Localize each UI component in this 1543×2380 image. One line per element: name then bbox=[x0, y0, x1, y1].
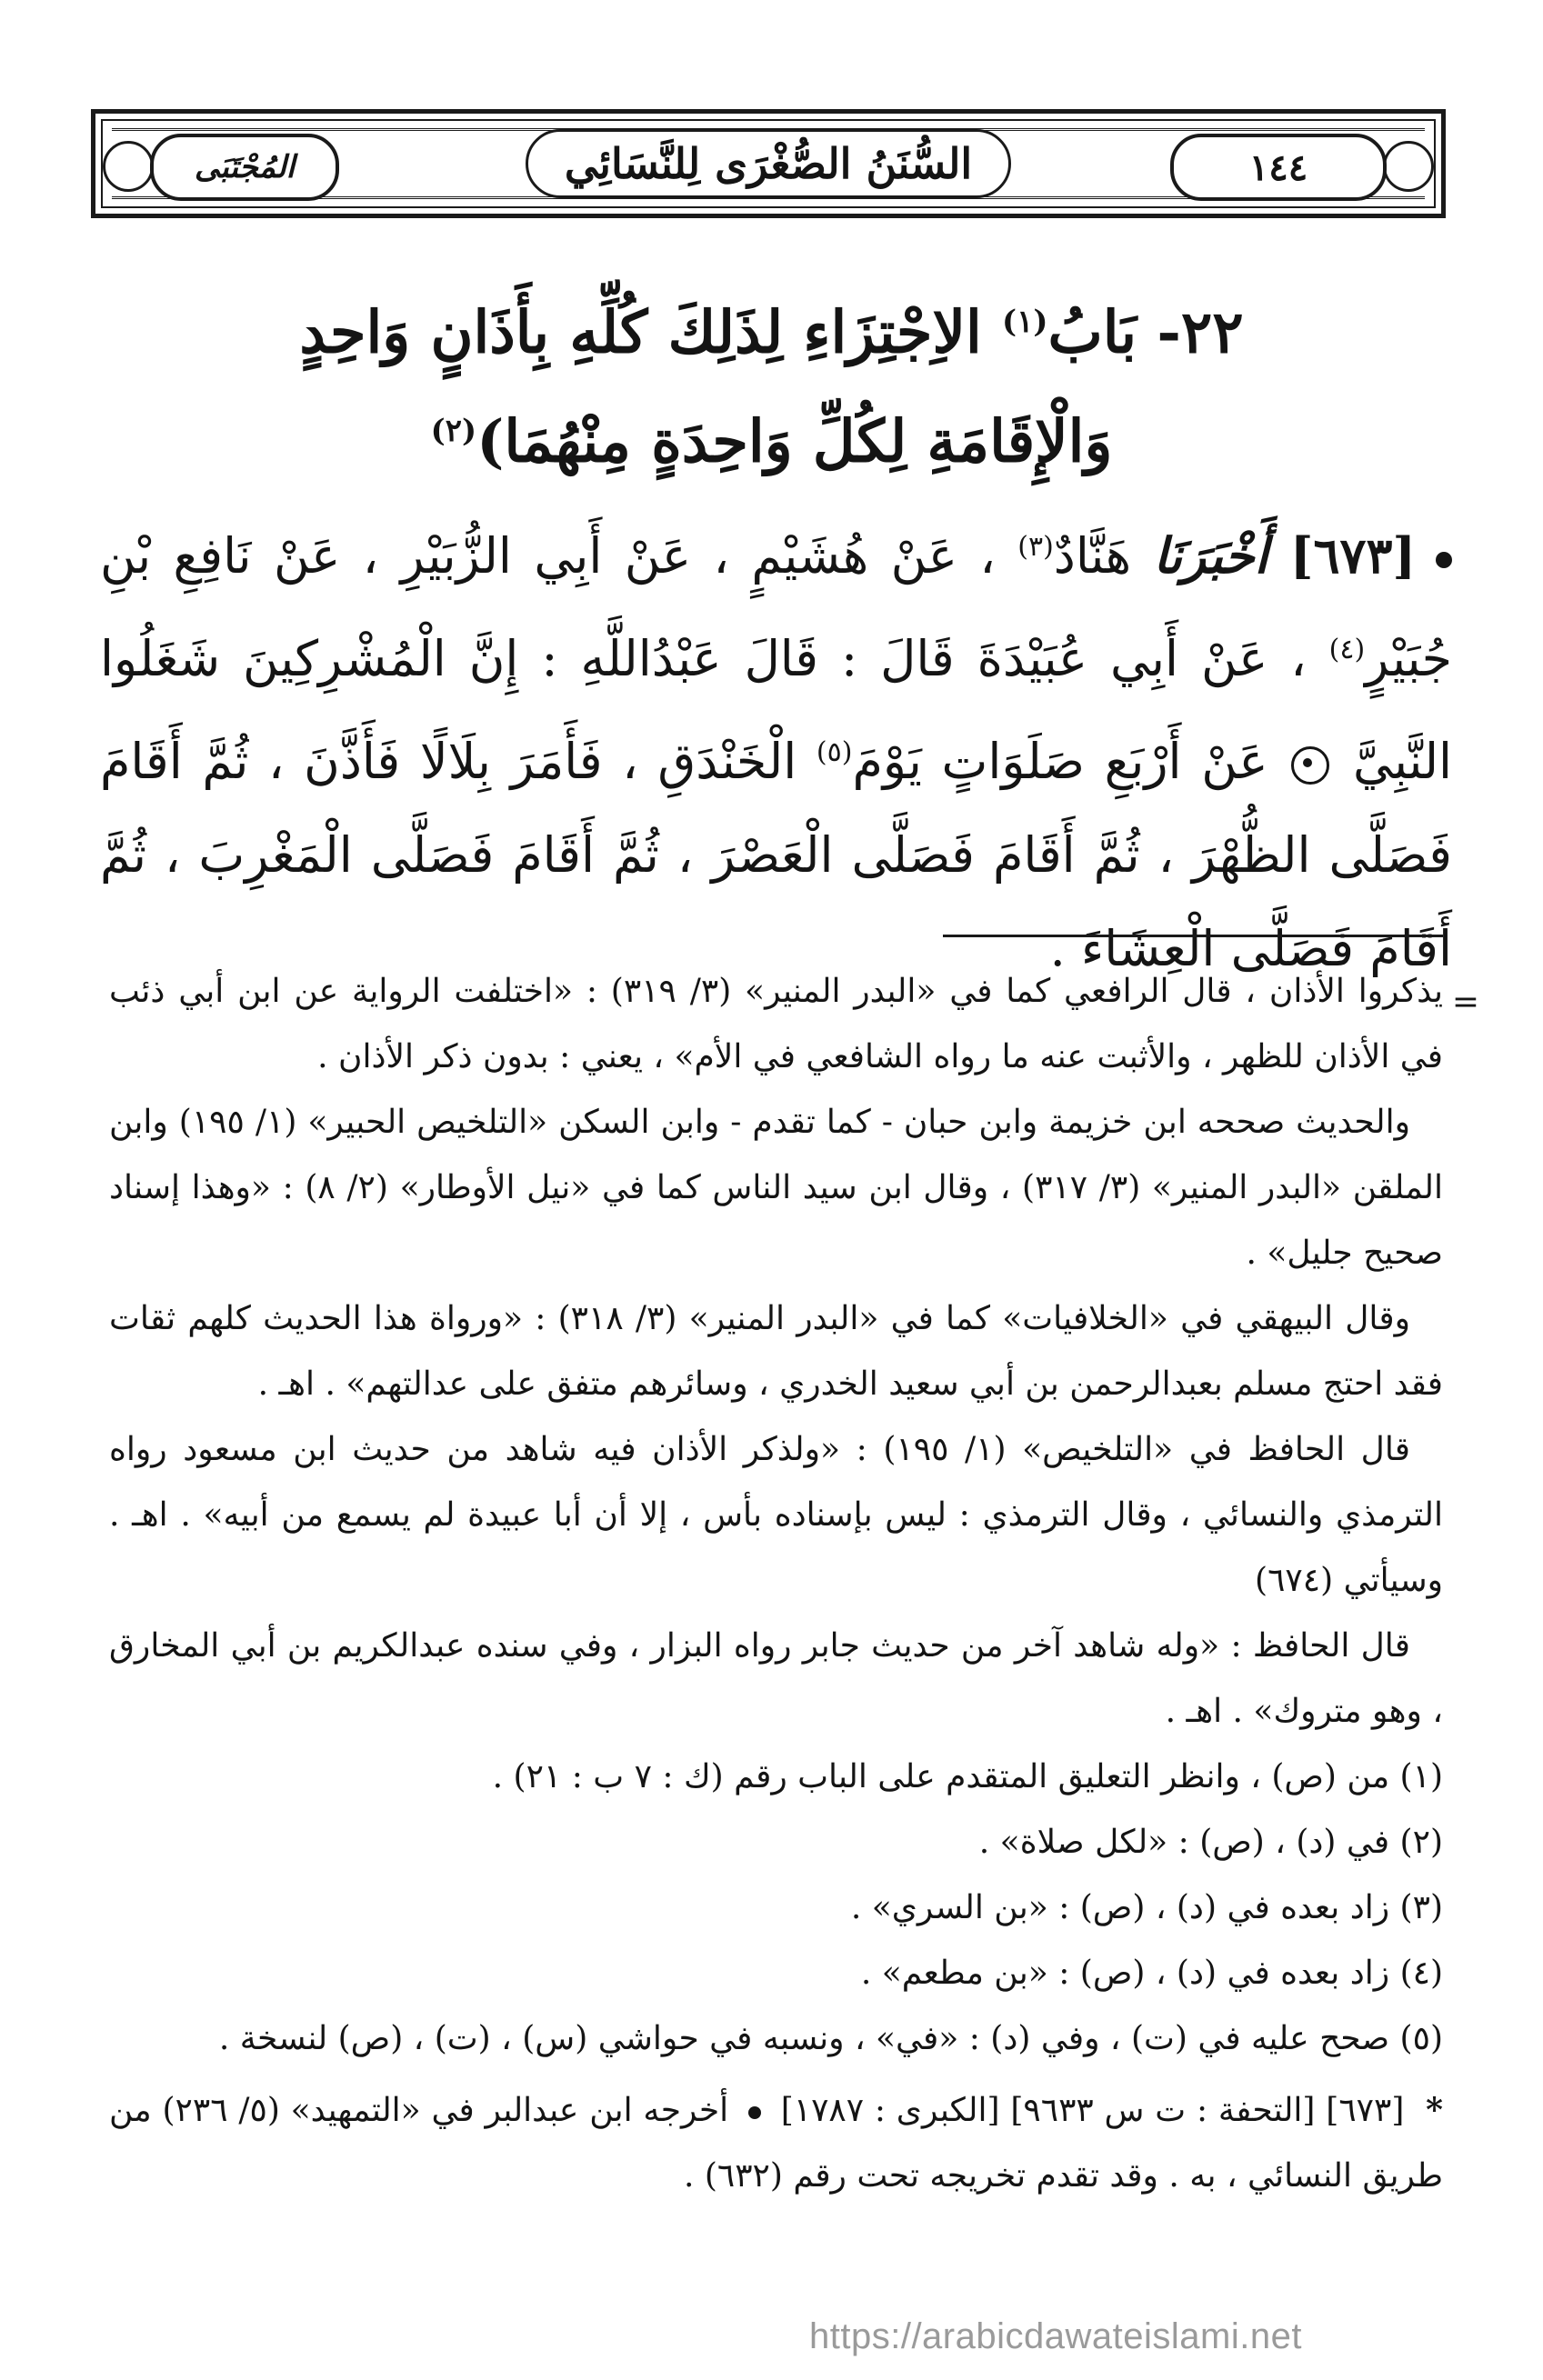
asterisk-mark: * bbox=[1426, 2091, 1443, 2129]
footnote-ref: (٤) bbox=[1328, 634, 1366, 665]
series-label: المُجْتَبَى bbox=[150, 134, 339, 201]
footnote-ref: (١) bbox=[1002, 304, 1048, 340]
footnote-item: (٤) زاد بعده في (د) ، (ص) : «بن مطعم» . bbox=[860, 1955, 1443, 1992]
ornament-knot-icon bbox=[103, 141, 154, 192]
takhrij-references: [٦٧٣] [التحفة : ت س ٩٦٣٣] [الكبرى : ١٧٨٧] bbox=[780, 2092, 1405, 2129]
footnote-ref: (٣) bbox=[1017, 531, 1054, 563]
footnote-ref: (٢) bbox=[430, 413, 477, 450]
takhrij-note bbox=[109, 2077, 1443, 2209]
takhrij-text: أخرجه ابن عبدالبر في «التمهيد» (٥/ ٢٣٦) من طريق النسائي ، به . وقد تقدم تخريجه تحت رقم (٦٣٢) . bbox=[109, 2092, 1443, 2195]
continuation-mark: = bbox=[1451, 984, 1479, 1021]
footnote-item: (٣) زاد بعده في (د) ، (ص) : «بن السري» . bbox=[850, 1889, 1443, 1926]
hadith-body-3: الْخَنْدَقِ ، فَأَمَرَ بِلَالًا فَأَذَّنَ ، ثُمَّ أَقَامَ فَصَلَّى الظُّهْرَ ، ثُمَّ أَقَامَ فَصَلَّى الْعَصْرَ ، ثُمَّ أَقَامَ فَصَلَّى الْمَغْرِبَ ، ثُمَّ أَقَامَ فَصَلَّى الْعِشَاءَ . bbox=[100, 733, 1452, 977]
footnote-item: (٢) في (د) ، (ص) : «لكل صلاة» . bbox=[978, 1824, 1443, 1861]
note-paragraph: والحديث صححه ابن خزيمة وابن حبان - كما تقدم - وابن السكن «التلخيص الحبير» (١/ ١٩٥) وابن الملقن «البدر المنير» (٣/ ٣١٧) ، وقال ابن سيد الناس كما في «نيل الأوطار» (٢/ ٨) : «وهذا إسناد صحيح جليل» . bbox=[109, 1104, 1444, 1272]
chapter-heading-line-2 bbox=[109, 382, 1434, 491]
footnote-item: (١) من (ص) ، وانظر التعليق المتقدم على الباب رقم (ك : ٧ ب : ٢١) . bbox=[492, 1758, 1443, 1795]
chapter-heading bbox=[109, 273, 1434, 492]
hadith-body-1: ، عَنْ أَبِي عُبَيْدَةَ قَالَ : قَالَ عَبْدُاللَّهِ : إِنَّ الْمُشْرِكِينَ شَغَلُوا النَّبِيَّ bbox=[100, 630, 1453, 790]
book-title: السُّنَنُ الصُّغْرَى لِلنَّسَائِي bbox=[526, 129, 1011, 198]
note-continuation-text: يذكروا الأذان ، قال الرافعي كما في «البدر المنير» (٣/ ٣١٩) : «اختلفت الرواية عن ابن أبي ذئب في الأذان للظهر ، والأثبت عنه ما رواه الشافعي في الأم» ، يعني : بدون ذكر الأذان . bbox=[109, 973, 1444, 1075]
chapter-heading-line-1 bbox=[109, 273, 1434, 382]
footnotes-list bbox=[109, 1745, 1443, 2072]
chapter-number-label: ٢٢- بَابُ bbox=[1047, 298, 1244, 367]
bullet-icon bbox=[748, 2106, 761, 2119]
hadith-opening-word: أَخْبَرَنَا bbox=[1153, 526, 1268, 585]
ornament-knot-icon bbox=[1383, 141, 1434, 192]
watermark-url: https://arabicdawateislami.net bbox=[809, 2316, 1302, 2356]
chapter-title-part-1: الاِجْتِزَاءِ لِذَلِكَ كُلِّهِ بِأَذَانٍ وَاحِدٍ bbox=[299, 298, 982, 367]
hadith-number: [٦٧٣] bbox=[1289, 526, 1417, 585]
isnad-chain: ، عَنْ هُشَيْمٍ ، عَنْ أَبِي الزُّبَيْرِ ، عَنْ نَافِعِ بْنِ جُبَيْرٍ bbox=[100, 527, 1452, 687]
hadith-body-2: عَنْ أَرْبَعِ صَلَوَاتٍ يَوْمَ bbox=[852, 733, 1268, 790]
hadith-text bbox=[100, 500, 1452, 995]
page-number: ١٤٤ bbox=[1170, 134, 1387, 201]
footnote-ref: (٥) bbox=[816, 736, 853, 768]
page-header-band bbox=[91, 109, 1446, 218]
note-paragraph: قال الحافظ : «وله شاهد آخر من حديث جابر رواه البزار ، وفي سنده عبدالكريم بن أبي المخارق ، وهو متروك» . اهـ . bbox=[109, 1627, 1443, 1730]
bullet-icon bbox=[1436, 552, 1452, 568]
note-paragraph: قال الحافظ في «التلخيص» (١/ ١٩٥) : «ولذكر الأذان فيه شاهد من حديث ابن مسعود رواه الترمذي والنسائي ، وقال الترمذي : ليس بإسناده بأس ، إلا أن أبا عبيدة لم يسمع من أبيه» . اهـ . وسيأتي (٦٧٤) bbox=[109, 1431, 1443, 1599]
commentary-notes bbox=[109, 959, 1479, 2209]
note-continuation bbox=[109, 959, 1479, 1090]
footnote-item: (٥) صحح عليه في (ت) ، وفي (د) : «في» ، ونسبه في حواشي (س) ، (ت) ، (ص) لنسخة . bbox=[218, 2020, 1443, 2057]
chapter-title-part-2: وَالْإِقَامَةِ لِكُلِّ وَاحِدَةٍ مِنْهُمَا) bbox=[476, 407, 1113, 476]
note-paragraph: وقال البيهقي في «الخلافيات» كما في «البدر المنير» (٣/ ٣١٨) : «ورواة هذا الحديث كلهم ثقات فقد احتج مسلم بعبدالرحمن بن أبي سعيد الخدري ، وسائرهم متفق على عدالتهم» . اهـ . bbox=[109, 1300, 1443, 1403]
footnote-separator bbox=[943, 935, 1443, 937]
narrator-hannad: هَنَّادٌ bbox=[1053, 527, 1132, 585]
salawat-symbol-icon bbox=[1291, 746, 1329, 785]
